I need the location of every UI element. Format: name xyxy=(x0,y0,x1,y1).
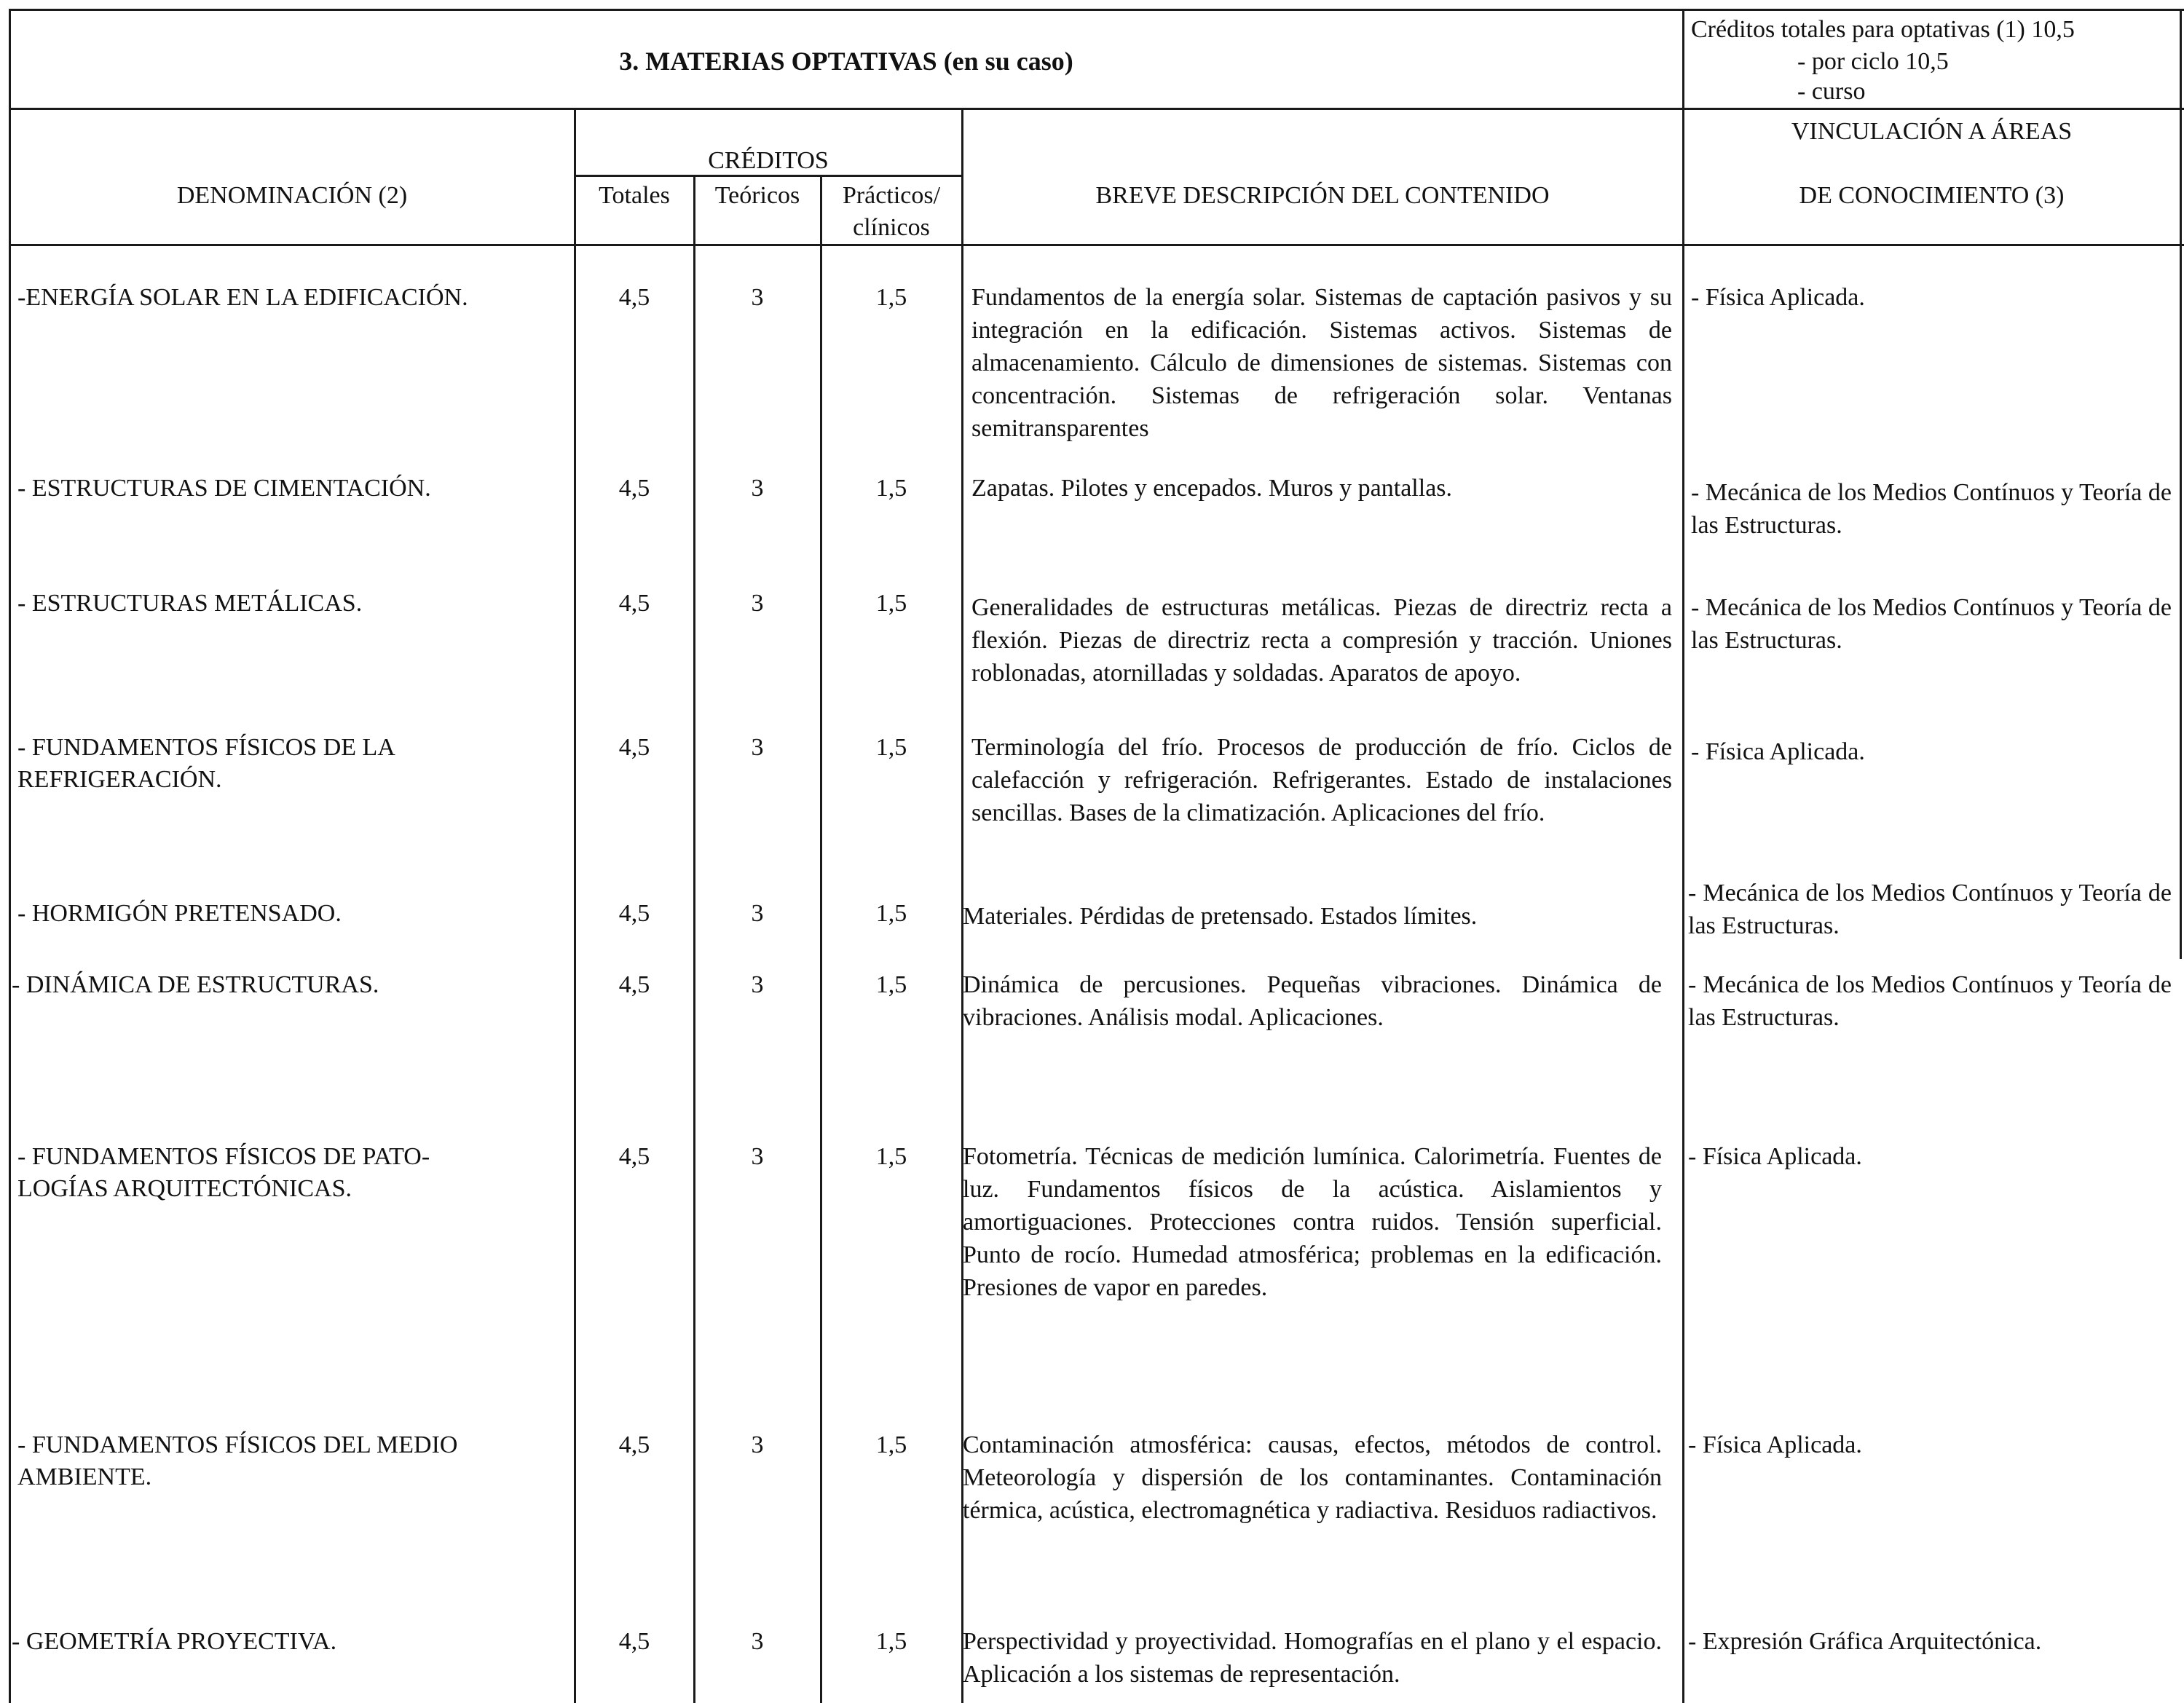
row-name-line-2: AMBIENTE. xyxy=(17,1463,152,1490)
right-border xyxy=(2180,9,2182,959)
row-name: - FUNDAMENTOS FÍSICOS DE PATO- xyxy=(17,1143,430,1170)
row-area: - Mecánica de los Medios Contínuos y Teoría de las Estructuras. xyxy=(1688,971,2172,1031)
column-header-totales: Totales xyxy=(599,182,670,209)
credits-total-label: Créditos totales para optativas (1) 10,5 xyxy=(1691,16,2075,43)
row-description: Perspectividad y proyectividad. Homografías en el plano y el espacio. Aplicación a los sistemas de representación. xyxy=(963,1628,1662,1688)
column-header-bottom-rule xyxy=(9,244,2184,246)
row-totales: 4,5 xyxy=(618,734,650,761)
page-title: 3. MATERIAS OPTATIVAS (en su caso) xyxy=(619,47,1073,76)
row-description: Materiales. Pérdidas de pretensado. Estados límites. xyxy=(963,903,1478,930)
row-area: - Mecánica de los Medios Contínuos y Teoría de las Estructuras. xyxy=(1691,594,2172,654)
row-description: Fotometría. Técnicas de medición lumínica. Calorimetría. Fuentes de luz. Fundamentos físicos de la acústica. Aislamientos y amortiguaciones. Protecciones contra ruidos. Tensión superficial. Punto de rocío. Humedad atmosférica; problemas en la edificación. Presiones de vapor en paredes. xyxy=(963,1143,1662,1301)
row-totales: 4,5 xyxy=(618,475,650,502)
row-name: - DINÁMICA DE ESTRUCTURAS. xyxy=(12,971,379,998)
row-name: - ESTRUCTURAS METÁLICAS. xyxy=(17,590,363,617)
row-teoricos: 3 xyxy=(751,971,764,998)
row-practicos: 1,5 xyxy=(875,734,907,761)
row-practicos: 1,5 xyxy=(875,475,907,502)
row-name: -ENERGÍA SOLAR EN LA EDIFICACIÓN. xyxy=(17,284,468,311)
row-area: - Física Aplicada. xyxy=(1688,1143,1862,1170)
row-totales: 4,5 xyxy=(618,971,650,998)
row-name-line-2: REFRIGERACIÓN. xyxy=(17,766,222,793)
column-header-descripcion: BREVE DESCRIPCIÓN DEL CONTENIDO xyxy=(1095,182,1550,209)
row-description: Terminología del frío. Procesos de producción de frío. Ciclos de calefacción y refrigeración. Refrigerantes. Estado de instalaciones sencillas. Bases de la climatización. Aplicaciones del frío. xyxy=(971,734,1672,826)
row-practicos: 1,5 xyxy=(875,1143,907,1170)
row-description: Zapatas. Pilotes y encepados. Muros y pantallas. xyxy=(971,475,1453,502)
column-header-practicos-2: clínicos xyxy=(853,214,930,241)
row-area: - Expresión Gráfica Arquitectónica. xyxy=(1688,1628,2042,1655)
row-teoricos: 3 xyxy=(751,590,764,617)
column-header-denominacion: DENOMINACIÓN (2) xyxy=(176,182,408,209)
column-header-vinculacion: VINCULACIÓN A ÁREAS xyxy=(1791,118,2073,145)
row-totales: 4,5 xyxy=(618,1628,650,1655)
row-teoricos: 3 xyxy=(751,900,764,927)
column-header-vinculacion-2: DE CONOCIMIENTO (3) xyxy=(1799,182,2065,209)
row-teoricos: 3 xyxy=(751,475,764,502)
row-practicos: 1,5 xyxy=(875,590,907,617)
row-description: Fundamentos de la energía solar. Sistemas de captación pasivos y su integración en la edificación. Sistemas activos. Sistemas de almacenamiento. Cálculo de dimensiones de sistemas. Sistemas con concentración. Sistemas de refrigeración solar. Ventanas semitransparentes xyxy=(971,284,1672,442)
row-description: Generalidades de estructuras metálicas. Piezas de directriz recta a flexión. Piezas de directriz recta a compresión y tracción. Uniones roblonadas, atornilladas y soldadas. Aparatos de apoyo. xyxy=(971,594,1672,687)
row-practicos: 1,5 xyxy=(875,900,907,927)
col-sep-totales xyxy=(693,175,695,1703)
top-border xyxy=(9,9,2184,11)
row-totales: 4,5 xyxy=(618,1143,650,1170)
row-area: - Física Aplicada. xyxy=(1691,738,1865,765)
col-sep-teoricos xyxy=(820,175,822,1703)
row-totales: 4,5 xyxy=(618,900,650,927)
column-header-teoricos: Teóricos xyxy=(714,182,800,209)
credits-course-label: - curso xyxy=(1797,78,1866,105)
row-totales: 4,5 xyxy=(618,1431,650,1458)
row-practicos: 1,5 xyxy=(875,1431,907,1458)
row-teoricos: 3 xyxy=(751,1431,764,1458)
row-name: - GEOMETRÍA PROYECTIVA. xyxy=(12,1628,337,1655)
row-totales: 4,5 xyxy=(618,590,650,617)
row-area: - Física Aplicada. xyxy=(1691,284,1865,311)
row-name-line-2: LOGÍAS ARQUITECTÓNICAS. xyxy=(17,1175,352,1202)
row-practicos: 1,5 xyxy=(875,1628,907,1655)
left-border xyxy=(9,9,11,1703)
column-header-creditos: CRÉDITOS xyxy=(708,147,829,174)
header-divider xyxy=(9,108,2184,110)
row-area: - Física Aplicada. xyxy=(1688,1431,1862,1458)
row-name: - FUNDAMENTOS FÍSICOS DEL MEDIO xyxy=(17,1431,458,1458)
row-area: - Mecánica de los Medios Contínuos y Teoría de las Estructuras. xyxy=(1691,479,2172,539)
row-name: - FUNDAMENTOS FÍSICOS DE LA xyxy=(17,734,395,761)
row-area: - Mecánica de los Medios Contínuos y Teoría de las Estructuras. xyxy=(1688,880,2172,939)
credits-per-cycle-label: - por ciclo 10,5 xyxy=(1797,48,1949,75)
row-practicos: 1,5 xyxy=(875,284,907,311)
row-practicos: 1,5 xyxy=(875,971,907,998)
row-name: - ESTRUCTURAS DE CIMENTACIÓN. xyxy=(17,475,431,502)
row-description: Dinámica de percusiones. Pequeñas vibraciones. Dinámica de vibraciones. Análisis modal. Aplicaciones. xyxy=(963,971,1662,1031)
row-description: Contaminación atmosférica: causas, efectos, métodos de control. Meteorología y dispersión de los contaminantes. Contaminación térmica, acústica, electromagnética y radiactiva. Residuos radiactivos. xyxy=(963,1431,1662,1524)
row-name: - HORMIGÓN PRETENSADO. xyxy=(17,900,342,927)
row-teoricos: 3 xyxy=(751,734,764,761)
column-header-practicos: Prácticos/ xyxy=(842,182,941,209)
row-teoricos: 3 xyxy=(751,1628,764,1655)
row-teoricos: 3 xyxy=(751,284,764,311)
col-sep-descripcion xyxy=(1682,9,1684,1703)
row-teoricos: 3 xyxy=(751,1143,764,1170)
row-totales: 4,5 xyxy=(618,284,650,311)
